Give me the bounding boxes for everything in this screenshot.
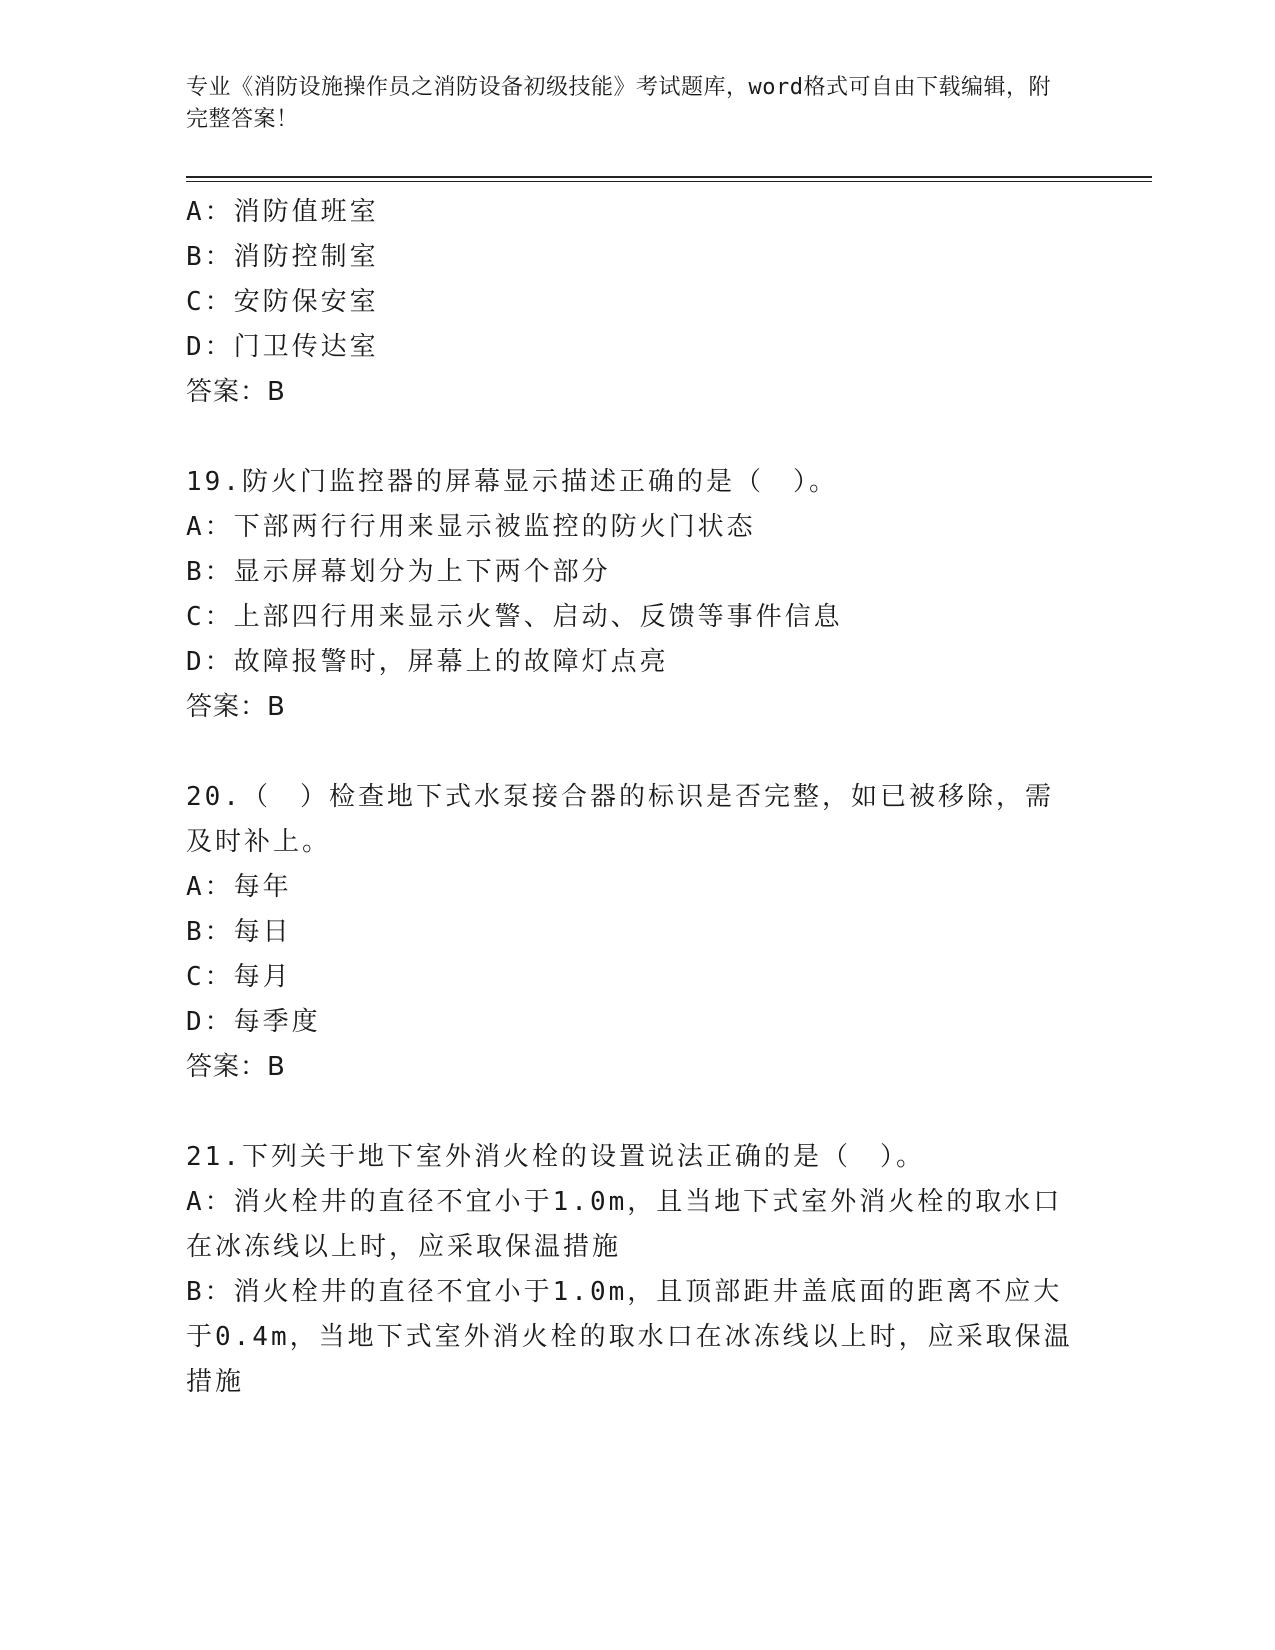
- question-stem: 20.（ ）检查地下式水泵接合器的标识是否完整，如已被移除，需及时补上。: [186, 782, 1054, 857]
- option-a: A：消防值班室: [186, 197, 379, 227]
- option-d: D：故障报警时，屏幕上的故障灯点亮: [186, 647, 669, 677]
- answer: 答案：B: [186, 692, 286, 722]
- option-b: B：每日: [186, 917, 292, 947]
- option-d: D：门卫传达室: [186, 332, 379, 362]
- option-a: A：消火栓井的直径不宜小于1.0m，且当地下式室外消火栓的取水口在冰冻线以上时，应采取保温措施: [186, 1187, 1063, 1262]
- option-a: A：下部两行行用来显示被监控的防火门状态: [186, 512, 756, 542]
- header-rule-thick: [186, 176, 1152, 178]
- option-c: C：安防保安室: [186, 287, 379, 317]
- option-c: C：每月: [186, 962, 292, 992]
- option-b: B：消火栓井的直径不宜小于1.0m，且顶部距井盖底面的距离不应大于0.4m，当地下式室外消火栓的取水口在冰冻线以上时，应采取保温措施: [186, 1277, 1073, 1397]
- question-stem: 19.防火门监控器的屏幕显示描述正确的是（ ）。: [186, 467, 838, 497]
- option-b: B：消防控制室: [186, 242, 379, 272]
- document-body: [186, 190, 1076, 1405]
- option-d: D：每季度: [186, 1007, 321, 1037]
- option-b: B：显示屏幕划分为上下两个部分: [186, 557, 611, 587]
- option-c: C：上部四行用来显示火警、启动、反馈等事件信息: [186, 602, 843, 632]
- document-header: 专业《消防设施操作员之消防设备初级技能》考试题库，word格式可自由下载编辑，附完整答案！: [186, 75, 1051, 132]
- question-21: [186, 1135, 1076, 1405]
- question-20: [186, 775, 1076, 1090]
- question-19: [186, 460, 1076, 730]
- answer: 答案：B: [186, 377, 286, 407]
- previous-question: [186, 190, 1076, 415]
- question-stem: 21.下列关于地下室外消火栓的设置说法正确的是（ ）。: [186, 1142, 925, 1172]
- option-a: A：每年: [186, 872, 292, 902]
- header-rule-thin: [186, 181, 1152, 182]
- answer: 答案：B: [186, 1052, 286, 1082]
